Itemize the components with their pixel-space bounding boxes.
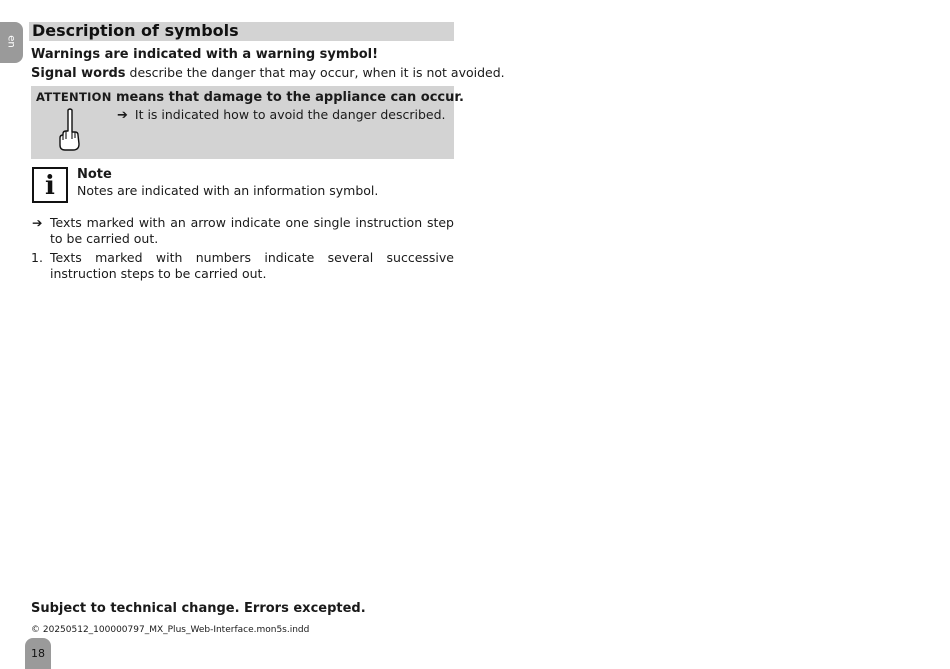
arrow-icon: ➔ (32, 215, 43, 230)
arrow-icon: ➔ (117, 108, 128, 123)
section-title: Description of symbols (32, 21, 239, 40)
attention-box (31, 86, 464, 159)
instruction-numbered-text: Texts marked with numbers indicate several successive instruction steps to be carried out. (50, 250, 454, 281)
pointing-hand-icon (57, 108, 81, 152)
attention-instruction (117, 107, 446, 123)
signal-words-text: describe the danger that may occur, when it is not avoided. (129, 65, 505, 80)
attention-heading: means that damage to the appliance can occur. (116, 90, 464, 105)
note-title: Note (77, 167, 112, 182)
signal-words-line (31, 65, 505, 82)
language-tab-label: en (5, 35, 17, 48)
info-icon-letter: i (45, 171, 55, 201)
technical-change-notice: Subject to technical change. Errors excepted. (31, 601, 366, 616)
section-title-bar (29, 22, 454, 41)
note-text: Notes are indicated with an information symbol. (77, 183, 379, 198)
page-number-tab (25, 638, 51, 669)
signal-words-bold: Signal words (31, 66, 126, 81)
page-number: 18 (31, 647, 45, 660)
numbered-marker: 1. (31, 250, 43, 265)
language-tab (0, 22, 23, 63)
attention-label: ATTENTION (36, 90, 112, 104)
info-icon (32, 167, 68, 203)
copyright-line: © 20250512_100000797_MX_Plus_Web-Interface.mon5s.indd (31, 625, 310, 635)
attention-instruction-text: It is indicated how to avoid the danger described. (134, 107, 446, 122)
instruction-arrow-text: Texts marked with an arrow indicate one single instruction step to be carried out. (50, 215, 454, 246)
warnings-heading: Warnings are indicated with a warning symbol! (31, 47, 379, 62)
